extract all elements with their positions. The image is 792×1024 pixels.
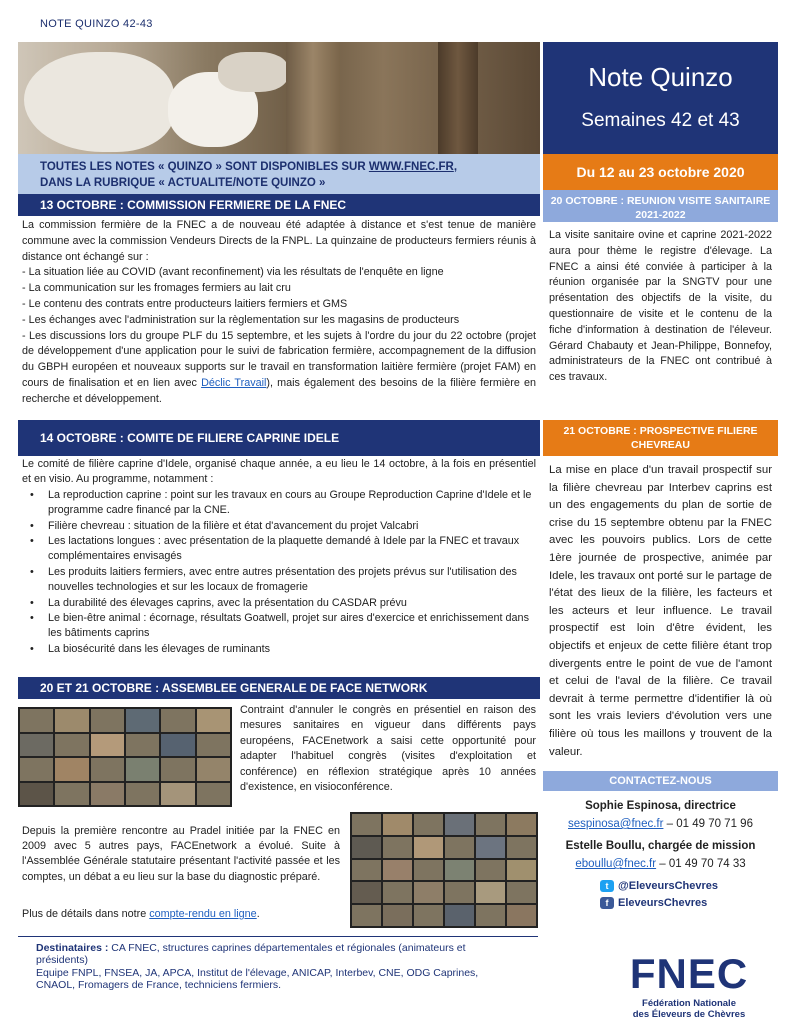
contact-block — [543, 797, 778, 873]
agenda-list — [22, 488, 536, 657]
social-twitter[interactable]: t @EleveursChevres — [600, 880, 778, 892]
notes-availability-banner: TOUTES LES NOTES « QUINZO » SONT DISPONIBLES SUR WWW.FNEC.FR, DANS LA RUBRIQUE « ACTUALITE/NOTE QUINZO » — [18, 154, 540, 194]
section-title-comite-filiere: 14 OCTOBRE : COMITE DE FILIERE CAPRINE IDELE — [18, 420, 540, 456]
list-item: • Le bien-être animal : écornage, résultats Goatwell, projet sur aires d'exercice et enrichissement dans les bâtiments caprins — [22, 611, 536, 642]
contact-title: CONTACTEZ-NOUS — [543, 771, 778, 791]
list-item: • La biosécurité dans les élevages de ruminants — [22, 642, 536, 657]
twitter-icon: t — [600, 880, 614, 892]
social-facebook[interactable]: f EleveursChevres — [600, 897, 778, 909]
face-network-more-details: Plus de détails dans notre compte-rendu en ligne. — [22, 908, 260, 920]
date-range-badge: Du 12 au 23 octobre 2020 — [543, 154, 778, 190]
face-network-paragraph-1: Contraint d'annuler le congrès en présentiel en raison des mesures sanitaires en vigueur dans différents pays européens, FACEnetwork a saisi cette opportunité pour adapter l'habituel congrès (visites d'exploitation et conférence) en réflexion stratégique après 10 années d'existence, en visioconférence. — [240, 704, 536, 794]
contact-phone-1: – 01 49 70 71 96 — [663, 818, 753, 830]
section-title-commission-fermiere: 13 OCTOBRE : COMMISSION FERMIERE DE LA FNEC — [18, 194, 540, 216]
contact-person-2: Estelle Boullu, chargée de mission — [565, 840, 756, 852]
contact-person-1: Sophie Espinosa, directrice — [585, 800, 736, 812]
list-item: • Filière chevreau : situation de la filière et état d'avancement du projet Valcabri — [22, 519, 536, 534]
face-network-paragraph-2: Depuis la première rencontre au Pradel initiée par la FNEC en 2009 avec 5 autres pays, FACEnetwork a évolué. Suite à l'Assemblée Générale statutaire présentant l'activité passée et les comptes, un débat a eu lieu sur la base du diagnostic préparé. — [22, 825, 340, 883]
sidebar-prospective-text: La mise en place d'un travail prospectif sur la filière chevreau par Interbev caprins est un des engagements du plan de sortie de crise du 15 septembre obtenu par la FNEC avec les pouvoirs publics. Lors de cette 1ère journée de prospective, animée par Idele, les travaux ont porté sur le partage de l'état des lieux de la filière, les facteurs et les acteurs et leur influence. Le travail prospectif est loin d'être évident, les objectifs et enjeux de cette filière étant trop divergents entre le point de vue de l'amont et celui de l'aval de la filière. Ce travail devrait à terme permettre d'identifier là où sont les vrais leviers d'évolution vers une filière où tous les maillons y trouvent de la valeur. — [549, 464, 772, 758]
recipients-text-1: CA FNEC, structures caprines départementales et régionales (animateurs et présidents) — [36, 942, 466, 967]
page-title: Note Quinzo — [588, 62, 733, 92]
document-label: NOTE QUINZO 42-43 — [40, 18, 153, 30]
videoconference-screenshot-1 — [18, 707, 232, 807]
list-item: • La reproduction caprine : point sur les travaux en cours au Groupe Reproduction Caprine d'Idele et le programme cadre financé par la CNE. — [22, 488, 536, 519]
footer-divider — [18, 936, 538, 937]
list-item: - La communication sur les fromages fermiers au lait cru — [22, 282, 291, 295]
section-comite-filiere-body — [22, 457, 536, 657]
compte-rendu-link[interactable]: compte-rendu en ligne — [149, 908, 257, 920]
sidebar-visite-sanitaire-text: La visite sanitaire ovine et caprine 2021-2022 aura pour thème le registre d'élevage. La FNEC a ainsi été conviée à participer à la réunion organisée par la SNGTV pour une présentation des objectifs de la visite, du questionnaire de visite et le contenu de la fiche d'information à destination de l'éleveur. Gérard Chabauty et Jean-Philippe, Bonnefoy, administrateurs de la FNEC ont contribué à ces travaux. — [549, 229, 772, 384]
header-photo-goats — [18, 42, 540, 154]
declic-travail-link[interactable]: Déclic Travail — [201, 376, 267, 389]
videoconference-screenshot-2 — [350, 812, 538, 928]
list-item: - Le contenu des contrats entre producteurs laitiers fermiers et GMS — [22, 297, 348, 310]
contact-email-2[interactable]: eboullu@fnec.fr — [575, 858, 657, 870]
page-subtitle: Semaines 42 et 43 — [581, 110, 740, 131]
list-item: - La situation liée au COVID (avant reconfinement) via les résultats de l'enquête en ligne — [22, 266, 444, 279]
contact-email-1[interactable]: sespinosa@fnec.fr — [568, 818, 664, 830]
header-title-block — [543, 42, 778, 154]
recipients-label: Destinataires : — [36, 942, 112, 954]
fnec-website-link[interactable]: WWW.FNEC.FR — [368, 161, 454, 173]
section-commission-fermiere-body — [22, 218, 536, 408]
contact-phone-2: – 01 49 70 74 33 — [656, 858, 746, 870]
facebook-icon: f — [600, 897, 614, 909]
fnec-logo — [614, 950, 764, 1020]
recipients-block — [36, 942, 496, 992]
fnec-logo-subtitle-2: des Éleveurs de Chèvres — [632, 1009, 746, 1020]
fnec-logo-text: FNEC — [629, 950, 749, 997]
fnec-logo-subtitle-1: Fédération Nationale — [642, 998, 736, 1009]
section-intro: La commission fermière de la FNEC a de nouveau été adaptée à distance et s'est tenue de manière commune avec la commission Vendeurs Directs de la FNPL. La quinzaine de producteurs fermiers réunis à distance ont échangé sur : — [22, 219, 536, 263]
section-title-face-network: 20 ET 21 OCTOBRE : ASSEMBLEE GENERALE DE FACE NETWORK — [18, 677, 540, 699]
list-item: - Les discussions lors du groupe PLF du 15 septembre, et les sujets à l'ordre du jour du 22 octobre (projet de développement d'une application pour le suivi de fabrication fermière, accompagnement de la diffusion du GBPH européen et nouveaux supports sur le travail en transformation laitière fermière (projet FAM) en cours de finalisation et en lien avec Déclic Travail), mais également des besoins de la filière fermière en recherche et développement. — [22, 329, 536, 405]
list-item: • Les lactations longues : avec présentation de la plaquette demandé à Idele par la FNEC et travaux complémentaires envisagés — [22, 534, 536, 565]
recipients-text-2: Equipe FNPL, FNSEA, JA, APCA, Institut de l'élevage, ANICAP, Interbev, CNE, ODG Caprines, CNAOL, Fromagers de France, techniciens fermiers. — [36, 966, 479, 992]
list-item: - Les échanges avec l'administration sur la règlementation sur les magasins de producteurs — [22, 313, 460, 326]
sidebar-title-visite-sanitaire: 20 OCTOBRE : REUNION VISITE SANITAIRE 2021-2022 — [543, 190, 778, 222]
list-item: • Les produits laitiers fermiers, avec entre autres présentation des projets prévus sur l'utilisation des nouvelles technologies et sur les locaux de fromagerie — [22, 565, 536, 596]
sidebar-title-prospective: 21 OCTOBRE : PROSPECTIVE FILIERE CHEVREAU — [543, 420, 778, 456]
list-item: • La durabilité des élevages caprins, avec la présentation du CASDAR prévu — [22, 596, 536, 611]
section-intro: Le comité de filière caprine d'Idele, organisé chaque année, a eu lieu le 14 octobre, à la fois en présentiel et en visio. Au programme, notamment : — [22, 458, 536, 486]
